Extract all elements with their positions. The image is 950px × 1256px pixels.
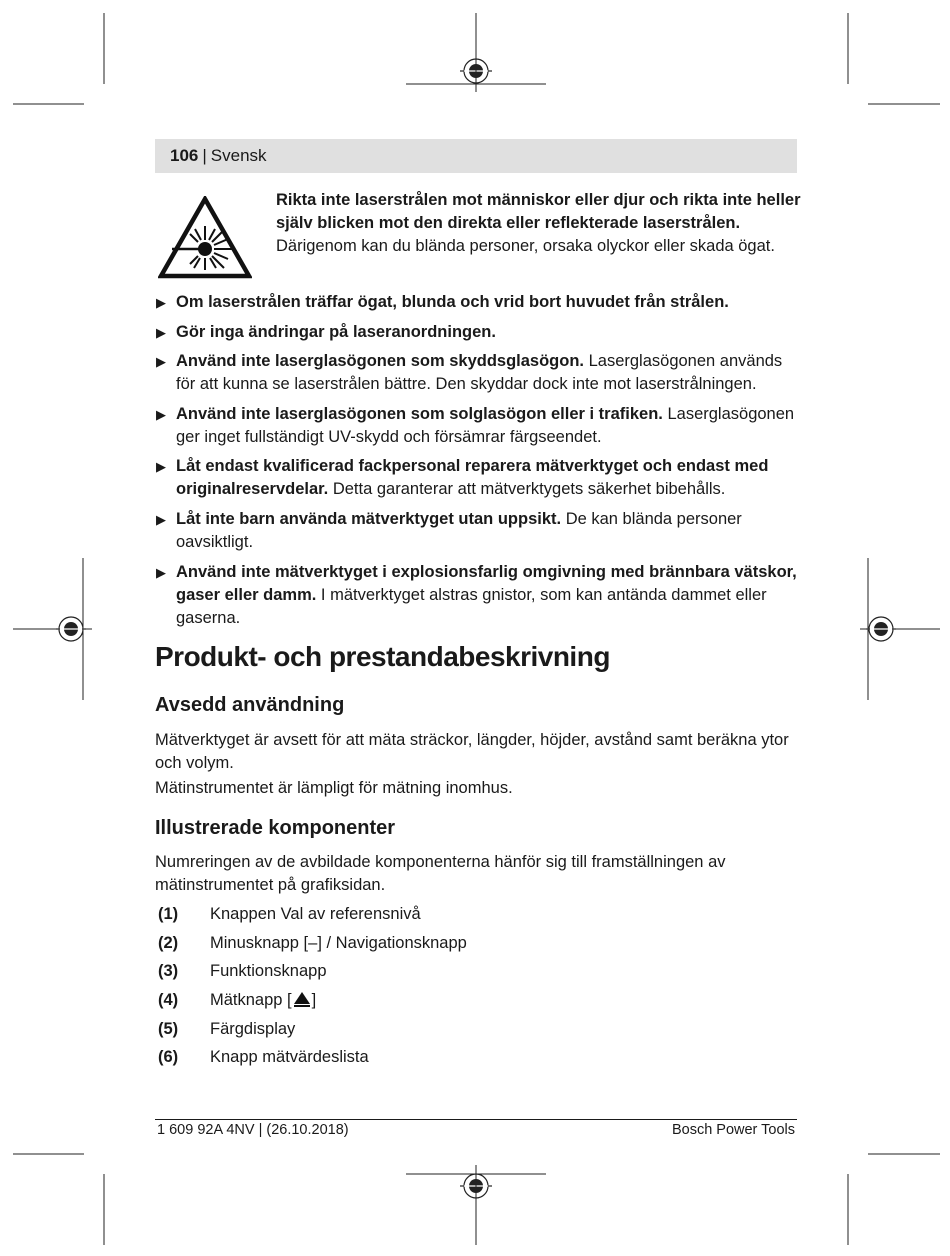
warning-plain-text: Därigenom kan du blända personer, orsaka olyckor eller skada ögat. [276, 237, 775, 255]
list-item: ▶ Om laserstrålen träffar ögat, blunda och vrid bort huvudet från strålen. [155, 291, 797, 314]
measure-triangle-icon [292, 990, 312, 1008]
list-item: (6) Knapp mätvärdeslista [158, 1048, 369, 1067]
header-separator: | [202, 146, 207, 165]
list-item: ▶ Använd inte mätverktyget i explosionsfarlig omgivning med brännbara vätskor, gaser eller damm. I mätverktyget alstras gnistor, som kan antända dammet eller gaserna. [156, 562, 797, 627]
components-intro: Numreringen av de avbildade komponenterna hänför sig till framställningen av mätinstrumentet på grafiksidan. [155, 853, 726, 894]
list-item: (2) Minusknapp [–] / Navigationsknapp [158, 933, 467, 952]
header-language: Svensk [210, 146, 267, 165]
page-number: 106 [170, 146, 199, 165]
section-title: Produkt- och prestandabeskrivning [155, 641, 610, 672]
bullet-arrow-icon: ▶ [156, 564, 166, 580]
list-item: ▶ Låt inte barn använda mätverktyget utan uppsikt. De kan blända personer oavsiktligt. [156, 509, 742, 551]
bullet-arrow-icon: ▶ [156, 459, 166, 475]
list-item: ▶ Använd inte laserglasögonen som skyddsglasögon. Laserglasögonen används för att kunna se laserstrålen bättre. Den skyddar dock inte mot laserstrålningen. [156, 352, 783, 394]
list-item: (5) Färgdisplay [158, 1019, 296, 1038]
warning-bold-text: Rikta inte laserstrålen mot människor eller djur och rikta inte heller själv blicken mot den direkta eller reflekterade laserstrålen. [276, 191, 801, 232]
list-item: ▶ Använd inte laserglasögonen som solglasögon eller i trafiken. Laserglasögonen ger inget fullständigt UV-skydd och försämrar färgseendet. [156, 404, 795, 446]
components-heading: Illustrerade komponenter [155, 817, 396, 839]
intended-use-paragraph-2: Mätinstrumentet är lämpligt för mätning inomhus. [155, 779, 513, 797]
page-header [155, 139, 797, 173]
footer-divider [155, 1119, 797, 1120]
bullet-arrow-icon: ▶ [156, 324, 166, 340]
bullet-arrow-icon: ▶ [156, 295, 166, 310]
laser-warning-text [276, 189, 801, 258]
intended-use-heading: Avsedd användning [155, 694, 345, 716]
bullet-arrow-icon: ▶ [156, 511, 166, 527]
list-item: (3) Funktionsknapp [158, 962, 327, 981]
list-item: ▶ Gör inga ändringar på laseranordningen. [155, 321, 797, 344]
list-item: ▶ Låt endast kvalificerad fackpersonal reparera mätverktyget och endast med originalreservdelar. Detta garanterar att mätverktygets säkerhet bibehålls. [156, 457, 769, 499]
footer-brand: Bosch Power Tools [671, 1122, 795, 1138]
footer-document-id: 1 609 92A 4NV | (26.10.2018) [157, 1122, 349, 1138]
components-list [158, 900, 467, 1072]
bullet-arrow-icon: ▶ [156, 406, 166, 422]
laser-warning-icon [158, 196, 252, 279]
intended-use-paragraph: Mätverktyget är avsett för att mäta sträckor, längder, höjder, avstånd samt beräkna ytor och volym. [155, 731, 789, 772]
bullet-arrow-icon: ▶ [156, 354, 166, 370]
list-item: (1) Knappen Val av referensnivå [158, 905, 421, 923]
list-item: (4) Mätknapp [ ] [158, 991, 317, 1010]
safety-bullet-list [155, 291, 797, 636]
